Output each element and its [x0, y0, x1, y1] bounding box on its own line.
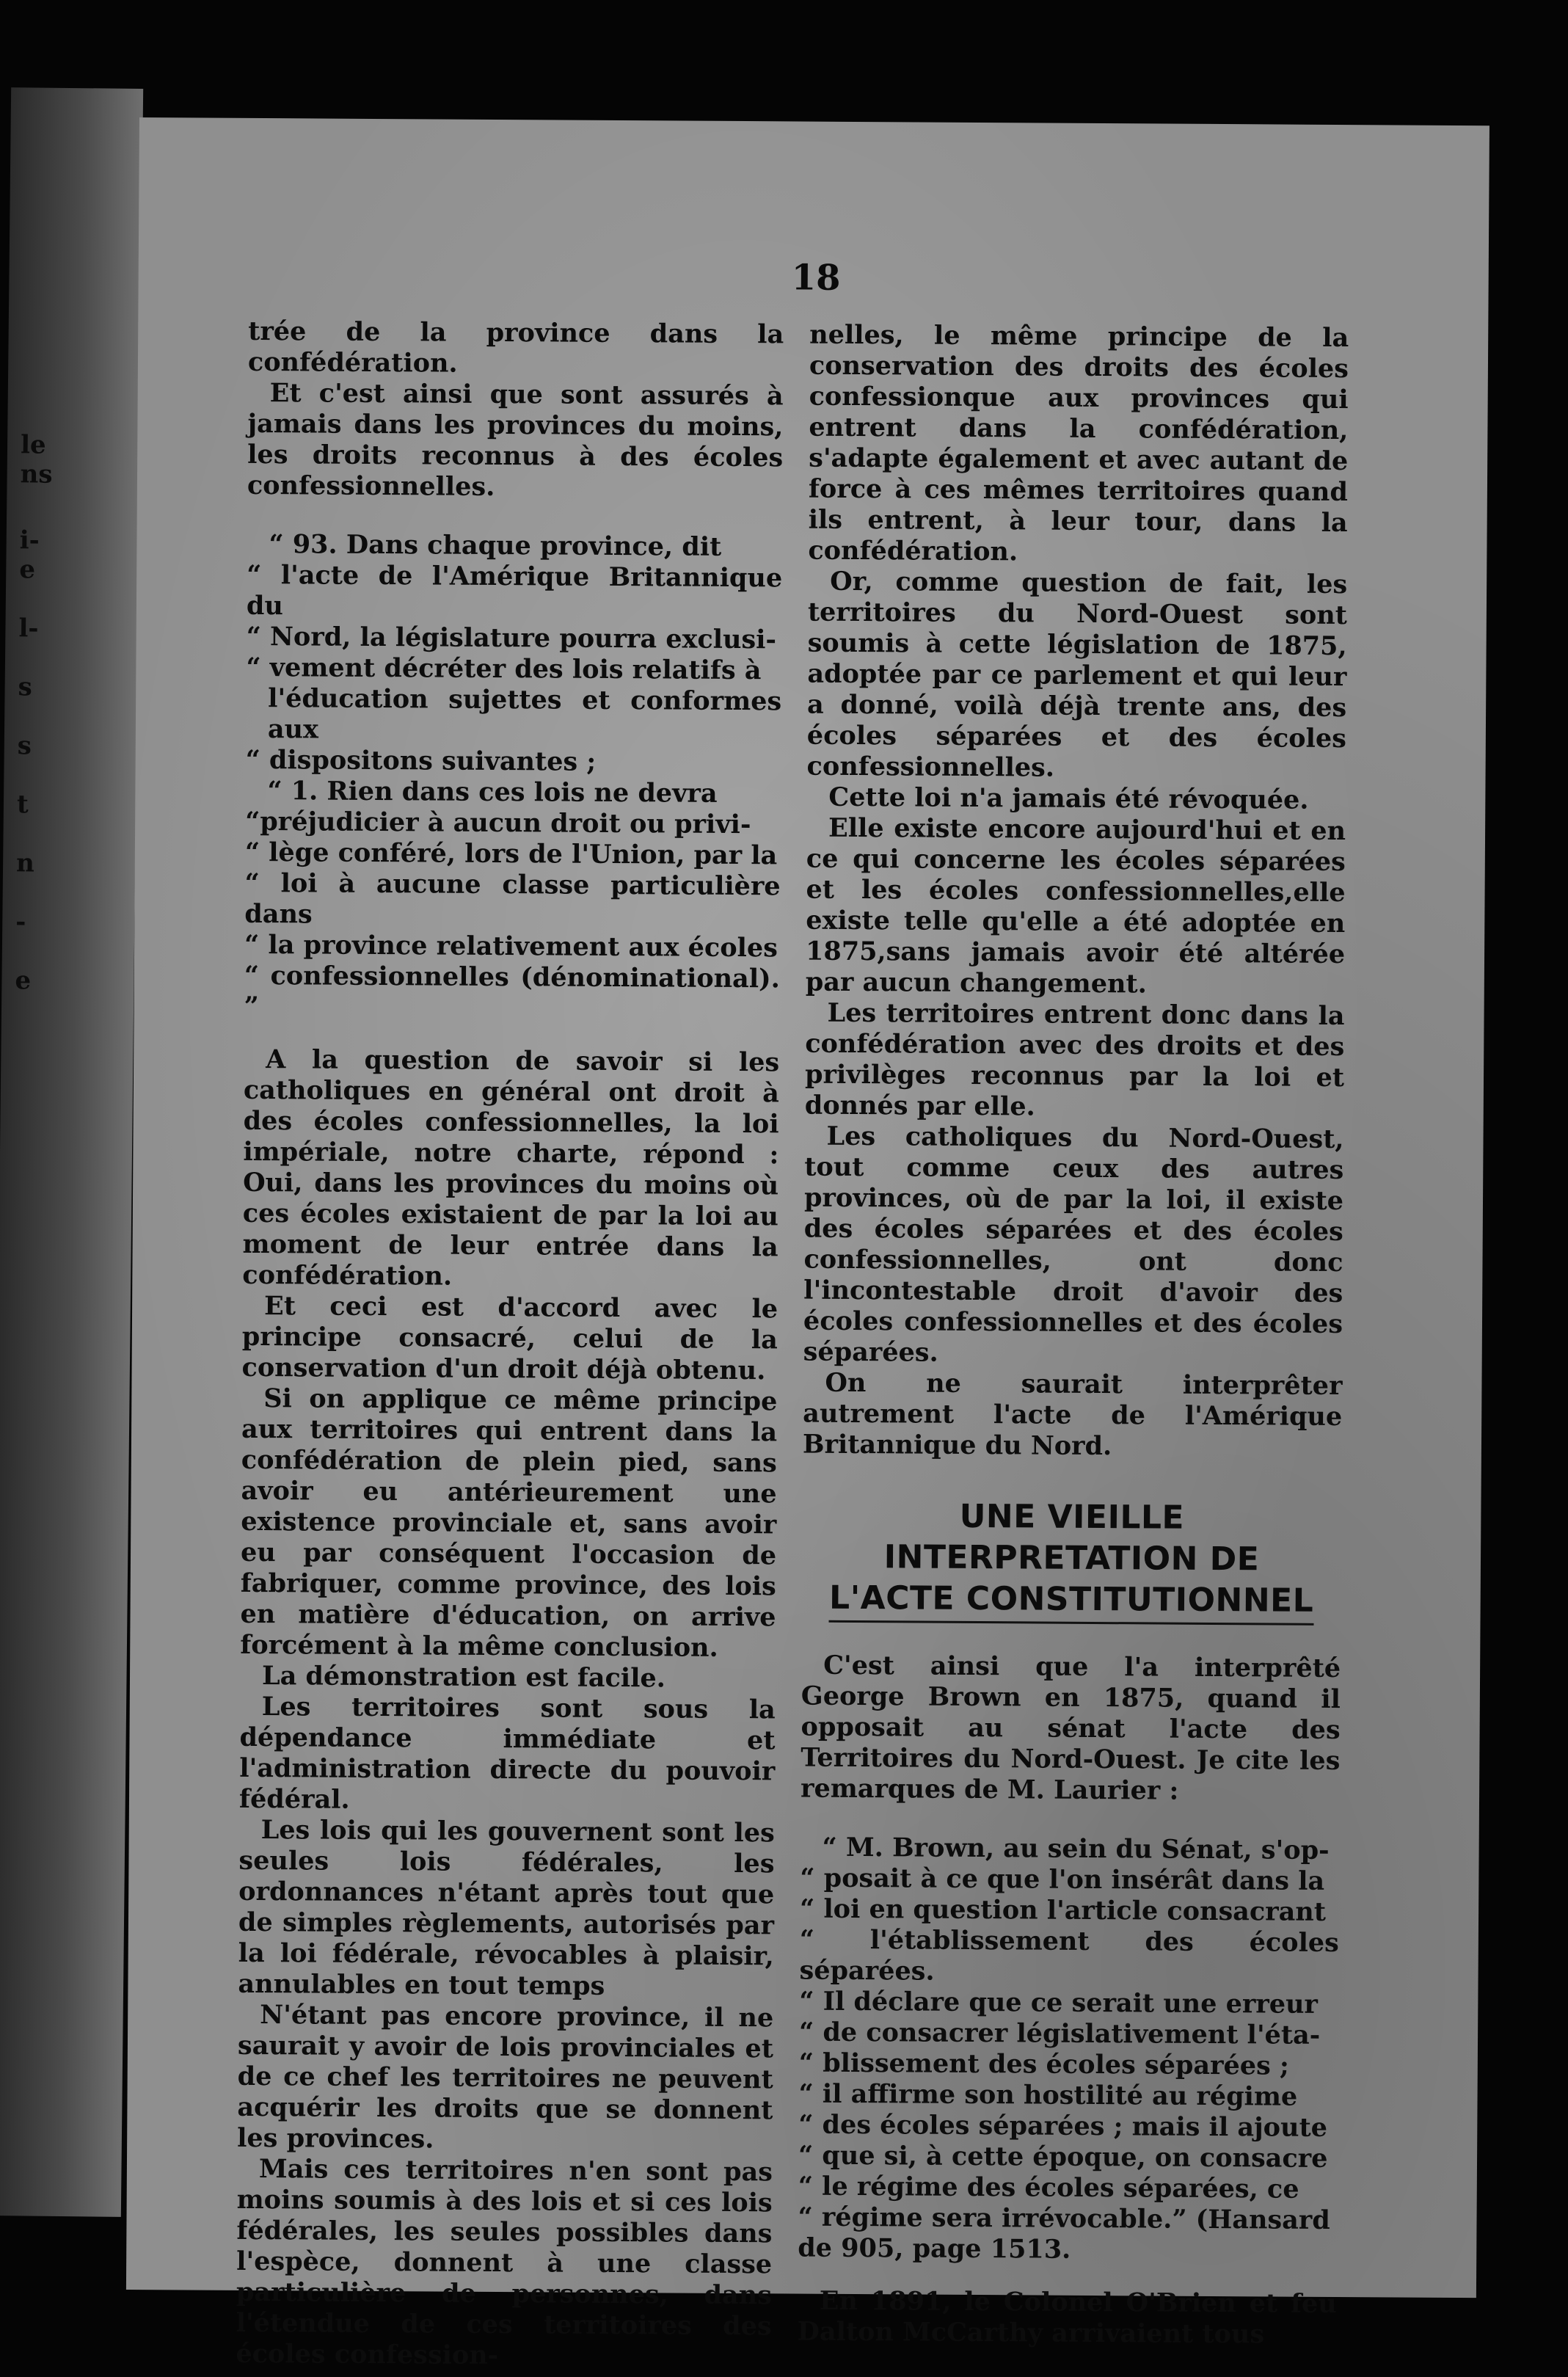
paragraph: Cette loi n'a jamais été révoquée.	[828, 782, 1309, 815]
quote-line: “ l'établissement des écoles séparées.	[799, 1924, 1339, 1987]
prev-page-fragment: s	[17, 731, 32, 761]
previous-page-edge	[0, 87, 143, 2217]
prev-page-fragment: i-	[19, 525, 40, 556]
quote-line: “ lège conféré, lors de l'Union, par la	[244, 837, 778, 871]
quote-line: “ loi en question l'article consacrant	[799, 1893, 1327, 1927]
quote-line: “ confessionnelles (dénominational). ”	[244, 960, 780, 1022]
paragraph: N'étant pas encore province, il ne saurait y avoir de lois provinciales et de ce chef les territoires ne peuvent acquérir les droits que se donnent les provinces.	[237, 2000, 774, 2155]
prev-page-fragment: le	[20, 430, 46, 460]
heading-line: L'ACTE CONSTITUTIONNEL	[829, 1578, 1313, 1626]
paragraph: Et c'est ainsi que sont assurés à jamais dans les provinces du moins, les droits reconnus à des écoles confessionnelles.	[247, 378, 784, 502]
prev-page-fragment: e	[19, 555, 36, 585]
quote-line: “ M. Brown, au sein du Sénat, s'op-	[822, 1832, 1330, 1865]
document-page	[126, 117, 1489, 2371]
paragraph: Elle existe encore aujourd'hui et en ce qui concerne les écoles séparées et les écoles confessionnelles,elle existe telle qu'elle a été adoptée en 1875,sans jamais avoir été altérée par aucun changement.	[805, 812, 1346, 1000]
quote-line: “ le régime des écoles séparées, ce	[798, 2171, 1299, 2205]
quote-line: “ posait à ce que l'on insérât dans la	[800, 1863, 1325, 1896]
heading-line: UNE VIEILLE INTERPRETATION DE	[883, 1497, 1260, 1579]
paragraph: Mais ces territoires n'en sont pas moins soumis à des lois et si ces lois fédérales, les seules possibles dans l'espèce, donnent à une classe particulière de personnes, dans l'étendue de ces territoires des écoles confession-	[236, 2154, 773, 2371]
quote-line: “ régime sera irrévocable.” (Hansard	[798, 2202, 1330, 2235]
quote-line: “ dispositons suivantes ;	[245, 744, 597, 777]
paragraph: La démonstration est facile.	[261, 1661, 666, 1694]
quote-line: “ loi à aucune classe particulière dans	[244, 867, 781, 930]
paragraph: En 1891, le Colonel O'Brien et feu Dalton McCarthy arrivaient tous	[797, 2285, 1337, 2350]
prev-page-fragment: n	[15, 848, 35, 878]
paragraph: Les catholiques du Nord-Ouest, tout comme ceux des autres provinces, où de par la loi, il existe des écoles séparées et des écoles confessionnelles, ont donc l'incontestable droit d'avoir des écoles confessionnelles et des écoles séparées.	[803, 1121, 1344, 1368]
hansard-quote	[798, 1832, 1340, 2267]
quote-line: “ des écoles séparées ; mais il ajoute	[798, 2109, 1328, 2143]
paragraph: nelles, le même principe de la conservation des droits des écoles confessionque aux provinces qui entrent dans la confédération, s'adapte également et avec autant de force à ces mêmes territoires quand ils entrent, à leur tour, dans la confédération.	[808, 319, 1349, 567]
prev-page-fragment: -	[15, 907, 26, 937]
paragraph: C'est ainsi que l'a interprêté George Brown en 1875, quand il opposait au sénat l'acte des Territoires du Nord-Ouest. Je cite les remarques de M. Laurier :	[800, 1650, 1341, 1806]
quote-line: “ vement décréter des lois relatifs à	[246, 652, 762, 686]
quote-line: “préjudicier à aucun droit ou privi-	[245, 806, 751, 840]
right-column	[797, 320, 1349, 2351]
prev-page-fragment: ns	[20, 459, 53, 489]
quote-line: l'éducation sujettes et conformes aux	[267, 683, 782, 745]
paragraph: trée de la province dans la confédération.	[247, 316, 784, 379]
quote-line: de 905, page 1513.	[798, 2232, 1071, 2265]
legal-quote	[244, 529, 782, 1025]
quote-line: “ que si, à cette époque, on consacre	[798, 2140, 1328, 2174]
prev-page-fragment: e	[15, 966, 32, 996]
paragraph: Si on applique ce même principe aux territoires qui entrent dans la confédération de plein pied, sans avoir eu antérieurement une existence provinciale et, sans avoir eu par conséquent l'occasion de fabriquer, comme province, des lois en matière d'éducation, on arrive forcément à la même conclusion.	[240, 1383, 778, 1663]
paragraph: Les territoires sont sous la dépendance immédiate et l'administration directe du pouvoir fédéral.	[238, 1692, 776, 1815]
paragraph: Les territoires entrent donc dans la confédération avec des droits et des privilèges reconnus par la loi et donnés par elle.	[804, 997, 1345, 1122]
paragraph: Les lois qui les gouvernent sont les seules lois fédérales, les ordonnances n'étant après tout que de simples règlements, autorisés par la loi fédérale, révocables à plaisir, annulables en tout temps	[238, 1815, 775, 2001]
quote-line: “ 93. Dans chaque province, dit	[269, 529, 722, 562]
quote-line: “ blissement des écoles séparées ;	[798, 2047, 1290, 2081]
quote-line: “ Nord, la législature pourra exclusi-	[246, 621, 777, 655]
quote-line: “ de consacrer législativement l'éta-	[798, 2017, 1321, 2050]
paragraph: A la question de savoir si les catholiques en général ont droit à des écoles confessionnelles, la loi impériale, notre charte, répond : Oui, dans les provinces du moins où ces écoles existaient de par la loi au moment de leur entrée dans la confédération.	[242, 1044, 780, 1292]
prev-page-fragment: s	[18, 672, 32, 702]
left-column	[236, 316, 784, 2373]
quote-line: “ l'acte de l'Amérique Britannique du	[246, 559, 783, 622]
quote-line: “ la province relativement aux écoles	[244, 929, 778, 964]
quote-line: “ il affirme son hostilité au régime	[798, 2078, 1298, 2112]
paragraph: Or, comme question de fait, les territoires du Nord-Ouest sont soumis à cette législation de 1875, adoptée par ce parlement et qui leur a donné, voilà déjà trente ans, des écoles séparées et des écoles confessionnelles.	[806, 566, 1348, 783]
prev-page-fragment: l-	[18, 614, 39, 644]
quote-line: “ 1. Rien dans ces lois ne devra	[267, 776, 718, 809]
prev-page-fragment: t	[16, 790, 29, 820]
paragraph: On ne saurait interprêter autrement l'acte de l'Amérique Britannique du Nord.	[802, 1367, 1343, 1462]
quote-line: “ Il déclare que ce serait une erreur	[799, 1986, 1319, 2020]
paragraph: Et ceci est d'accord avec le principe consacré, celui de la conservation d'un droit déjà obtenu.	[241, 1291, 778, 1386]
section-heading	[801, 1496, 1341, 1626]
page-number: 18	[791, 257, 841, 299]
